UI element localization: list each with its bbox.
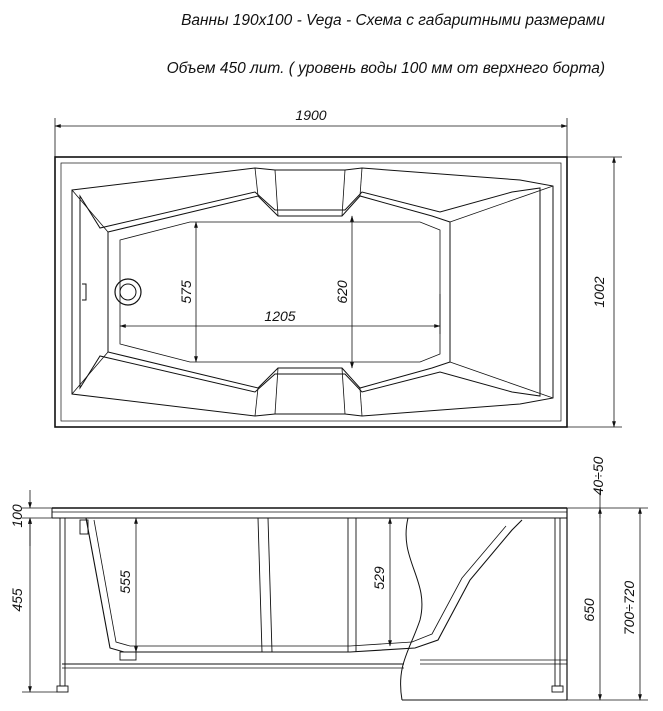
dim-panel-height: 650 bbox=[581, 598, 597, 622]
dim-bowl-depth-right: 529 bbox=[371, 566, 387, 590]
side-view bbox=[52, 508, 567, 700]
top-view-dimensions bbox=[55, 118, 622, 427]
bowl-floor bbox=[108, 196, 450, 388]
dim-adjust-range: 40÷50 bbox=[590, 456, 606, 496]
apron-break bbox=[401, 518, 422, 700]
volume-note: Объем 450 лит. ( уровень воды 100 мм от верхнего борта) bbox=[166, 60, 605, 77]
drain-icon bbox=[115, 279, 141, 305]
dim-total-height: 700÷720 bbox=[621, 580, 637, 636]
dim-overall-width: 1002 bbox=[591, 276, 607, 308]
leg-right bbox=[555, 518, 560, 686]
overflow-icon bbox=[82, 284, 86, 300]
bowl-ledge bbox=[80, 188, 540, 396]
leg-left bbox=[60, 518, 65, 686]
dim-rim-thickness: 100 bbox=[9, 504, 25, 528]
bowl-bottom bbox=[120, 222, 440, 362]
dim-inner-width-left: 575 bbox=[178, 280, 194, 304]
dim-inner-width-right: 620 bbox=[334, 280, 350, 304]
dim-inner-length: 1205 bbox=[264, 308, 296, 324]
bowl-outer-contour bbox=[72, 168, 553, 416]
drawing-title: Ванны 190х100 - Vega - Схема с габаритными размерами bbox=[181, 12, 605, 29]
dim-overall-length: 1900 bbox=[295, 107, 327, 123]
side-view-dimensions bbox=[22, 490, 648, 700]
bowl-profile bbox=[86, 518, 522, 652]
top-view bbox=[55, 157, 567, 427]
tub-outer-rim bbox=[55, 157, 567, 427]
dim-bowl-depth-left: 555 bbox=[117, 570, 133, 594]
dim-leg-height: 455 bbox=[9, 588, 25, 612]
